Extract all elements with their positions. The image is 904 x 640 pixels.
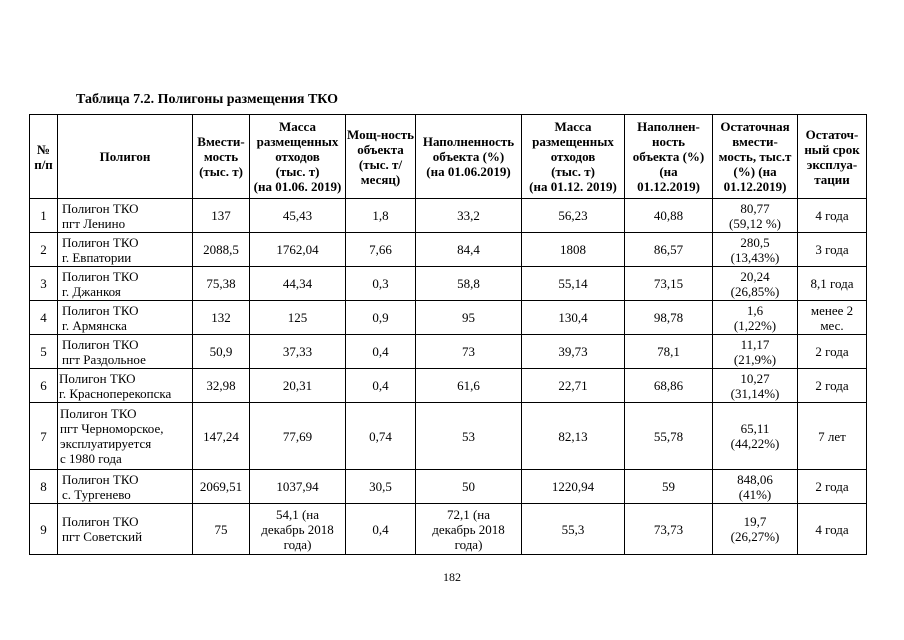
cell-name: Полигон ТКО г. Евпатории (58, 233, 193, 267)
cell-name: Полигон ТКО г. Джанкоя (58, 267, 193, 301)
cell-residual: 10,27 (31,14%) (713, 369, 798, 403)
header-term: Остаточ- ный срок эксплуа- тации (798, 115, 867, 199)
table-row (30, 335, 867, 369)
table-row (30, 199, 867, 233)
cell-fill-jun: 50 (416, 470, 522, 504)
header-power: Мощ-ность объекта (тыс. т/ месяц) (346, 115, 416, 199)
header-mass-jun: Масса размещенных отходов (тыс. т) (на 01.06. 2019) (250, 115, 346, 199)
header-row (30, 115, 867, 199)
cell-fill-dec: 40,88 (625, 199, 713, 233)
page-number: 182 (443, 570, 461, 584)
cell-name: Полигон ТКО г. Армянска (58, 301, 193, 335)
cell-residual: 280,5 (13,43%) (713, 233, 798, 267)
cell-mass-dec: 82,13 (522, 403, 625, 470)
cell-name: Полигон ТКО пгт Черноморское, эксплуатируется с 1980 года (58, 403, 193, 470)
cell-mass-jun: 20,31 (250, 369, 346, 403)
cell-mass-dec: 130,4 (522, 301, 625, 335)
cell-mass-dec: 1220,94 (522, 470, 625, 504)
cell-capacity: 75 (193, 504, 250, 555)
cell-term: 7 лет (798, 403, 867, 470)
cell-power: 0,9 (346, 301, 416, 335)
cell-fill-dec: 98,78 (625, 301, 713, 335)
cell-num: 3 (30, 267, 58, 301)
cell-power: 7,66 (346, 233, 416, 267)
cell-capacity: 75,38 (193, 267, 250, 301)
header-fill-dec: Наполнен- ность объекта (%) (на 01.12.2019) (625, 115, 713, 199)
cell-fill-jun: 95 (416, 301, 522, 335)
cell-fill-dec: 55,78 (625, 403, 713, 470)
cell-mass-jun: 44,34 (250, 267, 346, 301)
cell-power: 0,4 (346, 369, 416, 403)
cell-num: 4 (30, 301, 58, 335)
cell-capacity: 147,24 (193, 403, 250, 470)
cell-mass-jun: 77,69 (250, 403, 346, 470)
cell-num: 7 (30, 403, 58, 470)
cell-num: 1 (30, 199, 58, 233)
header-fill-jun: Наполненность объекта (%) (на 01.06.2019) (416, 115, 522, 199)
cell-power: 0,3 (346, 267, 416, 301)
cell-mass-jun: 125 (250, 301, 346, 335)
cell-term: 2 года (798, 470, 867, 504)
cell-capacity: 132 (193, 301, 250, 335)
cell-term: 3 года (798, 233, 867, 267)
cell-num: 5 (30, 335, 58, 369)
cell-fill-jun: 33,2 (416, 199, 522, 233)
cell-term: 8,1 года (798, 267, 867, 301)
cell-capacity: 50,9 (193, 335, 250, 369)
cell-mass-jun: 1762,04 (250, 233, 346, 267)
cell-capacity: 32,98 (193, 369, 250, 403)
landfill-table (29, 114, 867, 555)
table-caption: Таблица 7.2. Полигоны размещения ТКО (76, 92, 338, 107)
cell-name: Полигон ТКО пгт Раздольное (58, 335, 193, 369)
header-name: Полигон (58, 115, 193, 199)
cell-term: 4 года (798, 199, 867, 233)
cell-name: Полигон ТКО г. Красноперекопска (58, 369, 193, 403)
cell-term: 4 года (798, 504, 867, 555)
cell-fill-dec: 86,57 (625, 233, 713, 267)
cell-capacity: 2069,51 (193, 470, 250, 504)
cell-mass-jun: 54,1 (на декабрь 2018 года) (250, 504, 346, 555)
cell-power: 0,4 (346, 504, 416, 555)
table-row (30, 403, 867, 470)
cell-residual: 848,06 (41%) (713, 470, 798, 504)
cell-name: Полигон ТКО пгт Советский (58, 504, 193, 555)
cell-fill-jun: 53 (416, 403, 522, 470)
cell-power: 1,8 (346, 199, 416, 233)
cell-mass-jun: 37,33 (250, 335, 346, 369)
cell-fill-dec: 78,1 (625, 335, 713, 369)
cell-fill-dec: 73,73 (625, 504, 713, 555)
cell-residual: 65,11 (44,22%) (713, 403, 798, 470)
cell-num: 2 (30, 233, 58, 267)
table-row (30, 470, 867, 504)
header-residual: Остаточная вмести- мость, тыс.т (%) (на 01.12.2019) (713, 115, 798, 199)
cell-mass-dec: 1808 (522, 233, 625, 267)
cell-num: 6 (30, 369, 58, 403)
cell-fill-jun: 61,6 (416, 369, 522, 403)
cell-residual: 11,17 (21,9%) (713, 335, 798, 369)
table-row (30, 369, 867, 403)
cell-capacity: 2088,5 (193, 233, 250, 267)
cell-power: 30,5 (346, 470, 416, 504)
header-mass-dec: Масса размещенных отходов (тыс. т) (на 01.12. 2019) (522, 115, 625, 199)
table-row (30, 233, 867, 267)
cell-num: 8 (30, 470, 58, 504)
cell-fill-jun: 84,4 (416, 233, 522, 267)
cell-num: 9 (30, 504, 58, 555)
header-capacity: Вмести- мость (тыс. т) (193, 115, 250, 199)
cell-residual: 1,6 (1,22%) (713, 301, 798, 335)
cell-fill-dec: 68,86 (625, 369, 713, 403)
cell-mass-dec: 22,71 (522, 369, 625, 403)
cell-fill-jun: 73 (416, 335, 522, 369)
cell-power: 0,74 (346, 403, 416, 470)
cell-mass-dec: 55,14 (522, 267, 625, 301)
cell-fill-jun: 72,1 (на декабрь 2018 года) (416, 504, 522, 555)
cell-power: 0,4 (346, 335, 416, 369)
cell-residual: 20,24 (26,85%) (713, 267, 798, 301)
cell-mass-dec: 39,73 (522, 335, 625, 369)
cell-fill-dec: 73,15 (625, 267, 713, 301)
cell-residual: 19,7 (26,27%) (713, 504, 798, 555)
cell-name: Полигон ТКО пгт Ленино (58, 199, 193, 233)
table-row (30, 267, 867, 301)
cell-capacity: 137 (193, 199, 250, 233)
cell-term: 2 года (798, 369, 867, 403)
cell-term: 2 года (798, 335, 867, 369)
cell-fill-jun: 58,8 (416, 267, 522, 301)
cell-mass-dec: 55,3 (522, 504, 625, 555)
cell-mass-jun: 1037,94 (250, 470, 346, 504)
cell-name: Полигон ТКО с. Тургенево (58, 470, 193, 504)
cell-term: менее 2 мес. (798, 301, 867, 335)
cell-fill-dec: 59 (625, 470, 713, 504)
table-row (30, 504, 867, 555)
cell-mass-jun: 45,43 (250, 199, 346, 233)
cell-mass-dec: 56,23 (522, 199, 625, 233)
header-num: № п/п (30, 115, 58, 199)
cell-residual: 80,77 (59,12 %) (713, 199, 798, 233)
table-row (30, 301, 867, 335)
